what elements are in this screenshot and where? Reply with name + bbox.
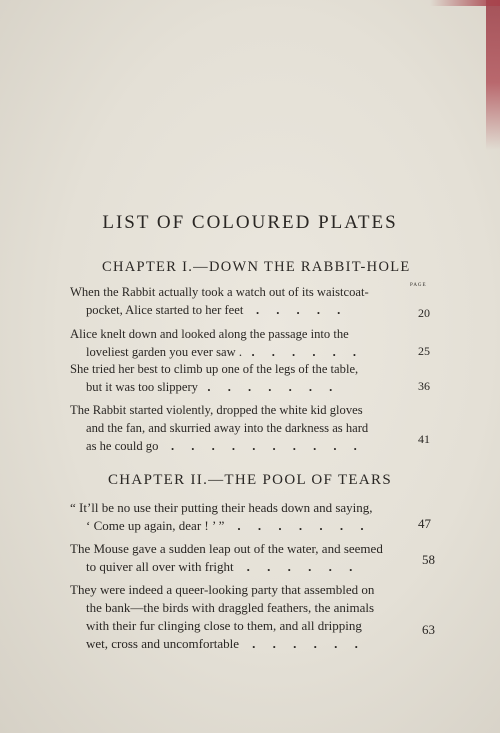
chapter-1-heading: CHAPTER I.—DOWN THE RABBIT-HOLE — [102, 259, 411, 275]
entry-text: pocket, Alice started to her feet — [86, 303, 244, 317]
entry-line: with their fur clinging close to them, and all dripping — [86, 618, 362, 633]
entry-line: The Rabbit started violently, dropped the white kid gloves — [70, 403, 363, 417]
plate-entry — [70, 360, 410, 396]
entry-line: and the fan, and skurried away into the darkness as hard — [86, 421, 369, 435]
entry-text: wet, cross and uncomfortable — [86, 636, 240, 651]
plate-entry — [70, 325, 410, 361]
red-cover-corner — [430, 0, 500, 6]
plate-page-number: 63 — [422, 622, 435, 637]
entry-line-last — [70, 301, 410, 319]
dot-leader: . . . . . . . . . . — [171, 439, 364, 453]
page-column-header: PAGE — [410, 283, 427, 288]
dot-leader: . . . . . . — [252, 636, 365, 651]
plate-page-number: 36 — [418, 379, 430, 393]
entry-line: She tried her best to climb up one of the legs of the table, — [70, 362, 359, 376]
entry-line-last — [70, 558, 410, 576]
plate-entry — [70, 401, 410, 455]
entry-line-last — [70, 635, 410, 653]
dot-leader: . . . . . . — [251, 345, 364, 359]
plate-page-number: 47 — [418, 516, 431, 531]
entry-line-last — [70, 378, 410, 396]
entry-line: Alice knelt down and looked along the passage into the — [70, 327, 349, 341]
plate-entry — [70, 283, 410, 319]
plate-page-number: 20 — [418, 306, 430, 320]
plate-page-number: 41 — [418, 432, 430, 446]
red-cover-edge — [486, 0, 500, 150]
entry-line: The Mouse gave a sudden leap out of the water, and seemed — [70, 541, 383, 556]
entry-text: as he could go — [86, 439, 159, 453]
entry-line: They were indeed a queer-looking party that assembled on — [70, 582, 375, 597]
entry-line-last — [70, 343, 410, 361]
entry-line-last — [70, 437, 410, 455]
entry-line: the bank—the birds with draggled feathers, the animals — [86, 600, 375, 615]
entry-text: loveliest garden you ever saw . — [86, 345, 242, 359]
dot-leader: . . . . . . — [246, 559, 360, 574]
dot-leader: . . . . . . . — [207, 380, 340, 394]
entry-text: but it was too slippery — [86, 380, 198, 394]
page-title: LIST OF COLOURED PLATES — [102, 212, 398, 233]
entry-line-last — [70, 517, 410, 535]
plate-page-number: 58 — [422, 552, 435, 567]
plate-entry — [70, 540, 410, 576]
entry-line: “ It’ll be no use their putting their heads down and saying, — [70, 500, 373, 515]
plate-entry — [70, 499, 410, 535]
dot-leader: . . . . . . . — [237, 518, 371, 533]
entry-line: When the Rabbit actually took a watch out of its waistcoat- — [70, 285, 369, 299]
entry-text: to quiver all over with fright — [86, 559, 234, 574]
dot-leader: . . . . . — [255, 303, 348, 317]
chapter-2-heading: CHAPTER II.—THE POOL OF TEARS — [108, 472, 392, 488]
plate-entry — [70, 581, 410, 653]
entry-text: ‘ Come up again, dear ! ’ ” — [86, 518, 225, 533]
plate-page-number: 25 — [418, 344, 430, 358]
